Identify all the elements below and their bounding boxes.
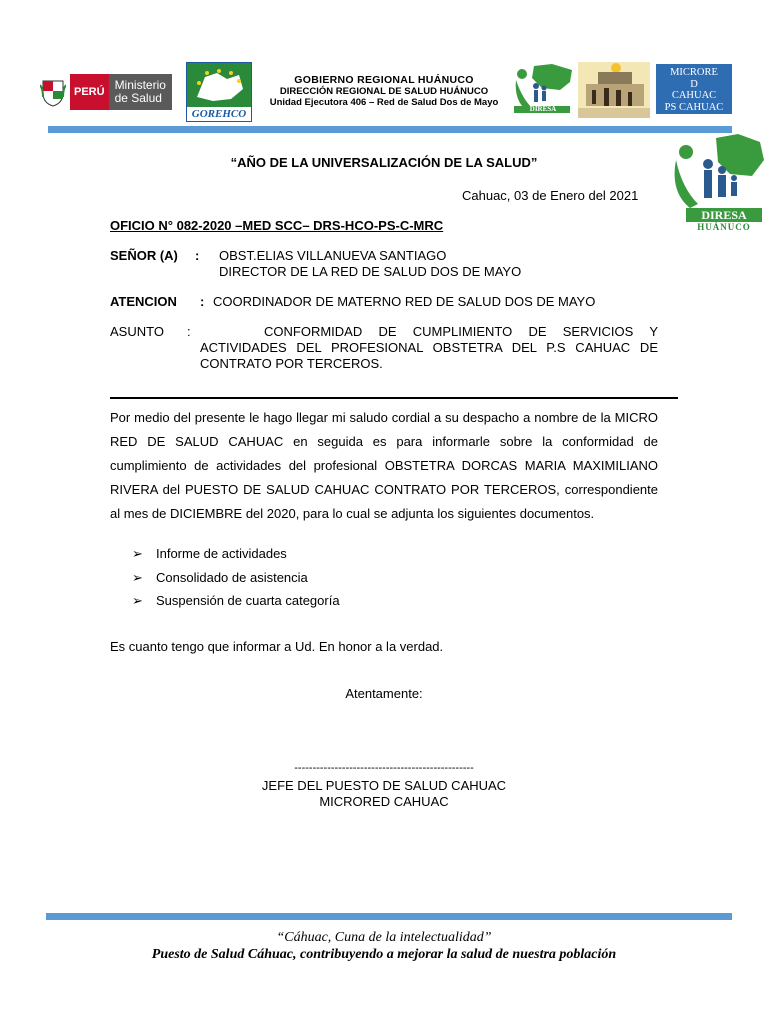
document-item <box>132 570 308 586</box>
diresa-large-sublabel: HUÁNUCO <box>697 222 751 232</box>
community-family-logo <box>578 62 650 118</box>
atencion-label: ATENCION <box>110 294 177 309</box>
atencion-value: COORDINADOR DE MATERNO RED DE SALUD DOS DE MAYO <box>213 294 596 309</box>
signature-org: MICRORED CAHUAC <box>319 794 449 809</box>
peru-label: PERÚ <box>70 74 109 110</box>
body-paragraph: Por medio del presente le hago llegar mi saludo cordial a su despacho a nombre de la MICRO RED DE SALUD CAHUAC en seguida es para informarle sobre la conformidad de cumplimiento de actividades del profesional OBSTETRA DORCAS MARIA MAXIMILIANO RIVERA del PUESTO DE SALUD CAHUAC CONTRATO POR TERCEROS, correspondiente al mes de DICIEMBRE del 2020, para lo cual se adjunta los siguientes documentos. <box>110 410 658 521</box>
senor-colon: : <box>195 248 200 263</box>
asunto-label: ASUNTO <box>110 324 164 339</box>
salutation: Atentamente: <box>345 686 423 701</box>
footer-motto: “Cáhuac, Cuna de la intelectualidad” <box>276 930 492 945</box>
microred-line-1: MICRORE <box>670 67 718 78</box>
microred-line-2: D <box>690 78 698 90</box>
footer-slogan: Puesto de Salud Cáhuac, contribuyendo a mejorar la salud de nuestra población <box>151 947 617 962</box>
asunto-value: CONFORMIDAD DE CUMPLIMIENTO DE SERVICIOS Y ACTIVIDADES DEL PROFESIONAL OBSTETRA DEL P.S CAHUAC DE CONTRATO POR TERCEROS. <box>200 324 658 371</box>
year-motto: “AÑO DE LA UNIVERSALIZACIÓN DE LA SALUD” <box>230 155 538 170</box>
header-unit: Unidad Ejecutora 406 – Red de Salud Dos de Mayo <box>269 97 499 108</box>
arrow-bullet-icon: ➢ <box>132 593 143 608</box>
family-building-icon <box>578 62 650 118</box>
microred-cahuac-badge <box>656 64 732 114</box>
ministerio-line-2: de Salud <box>114 91 162 105</box>
peru-shield-icon <box>40 77 66 107</box>
signature-title: JEFE DEL PUESTO DE SALUD CAHUAC <box>261 778 507 793</box>
diresa-logo-large <box>660 130 766 234</box>
header-divider <box>48 126 732 133</box>
atencion-colon: : <box>200 294 205 309</box>
document-item <box>132 593 340 609</box>
document-item-label: Consolidado de asistencia <box>156 570 308 585</box>
microred-line-3: CAHUAC <box>671 90 717 101</box>
gorehco-label: GOREHCO <box>187 107 251 121</box>
recipient-title: DIRECTOR DE LA RED DE SALUD DOS DE MAYO <box>219 264 522 279</box>
ministerio-line-1: Ministerio <box>114 78 166 92</box>
section-divider <box>110 397 678 399</box>
microred-line-4: PS CAHUAC <box>664 101 724 113</box>
header-text <box>250 74 518 108</box>
document-item-label: Suspensión de cuarta categoría <box>156 593 340 608</box>
diresa-large-label: DIRESA <box>701 208 747 222</box>
header-subtitle: DIRECCIÓN REGIONAL DE SALUD HUÁNUCO <box>279 86 489 97</box>
document-item <box>132 546 287 562</box>
diresa-small-label: DIRESA <box>529 105 557 113</box>
letter-date: Cahuac, 03 de Enero del 2021 <box>462 188 639 203</box>
ministerio-label <box>109 74 172 110</box>
document-item-label: Informe de actividades <box>156 546 287 561</box>
gorehco-logo <box>186 62 252 122</box>
ministerio-de-salud-logo <box>40 72 180 112</box>
arrow-bullet-icon: ➢ <box>132 546 143 561</box>
footer-divider <box>46 913 732 920</box>
senor-label: SEÑOR (A) <box>110 248 178 263</box>
asunto-colon: : <box>187 324 191 339</box>
diresa-logo-small <box>506 60 576 120</box>
signature-line: ------------------------------------------------- <box>294 762 474 774</box>
header-title: GOBIERNO REGIONAL HUÁNUCO <box>294 74 474 86</box>
recipient-name: OBST.ELIAS VILLANUEVA SANTIAGO <box>219 248 447 263</box>
closing-line: Es cuanto tengo que informar a Ud. En honor a la verdad. <box>110 639 444 654</box>
gorehco-map-icon <box>187 63 251 107</box>
oficio-number: OFICIO N° 082-2020 –MED SCC– DRS-HCO-PS-C-MRC <box>110 218 444 233</box>
arrow-bullet-icon: ➢ <box>132 570 143 585</box>
